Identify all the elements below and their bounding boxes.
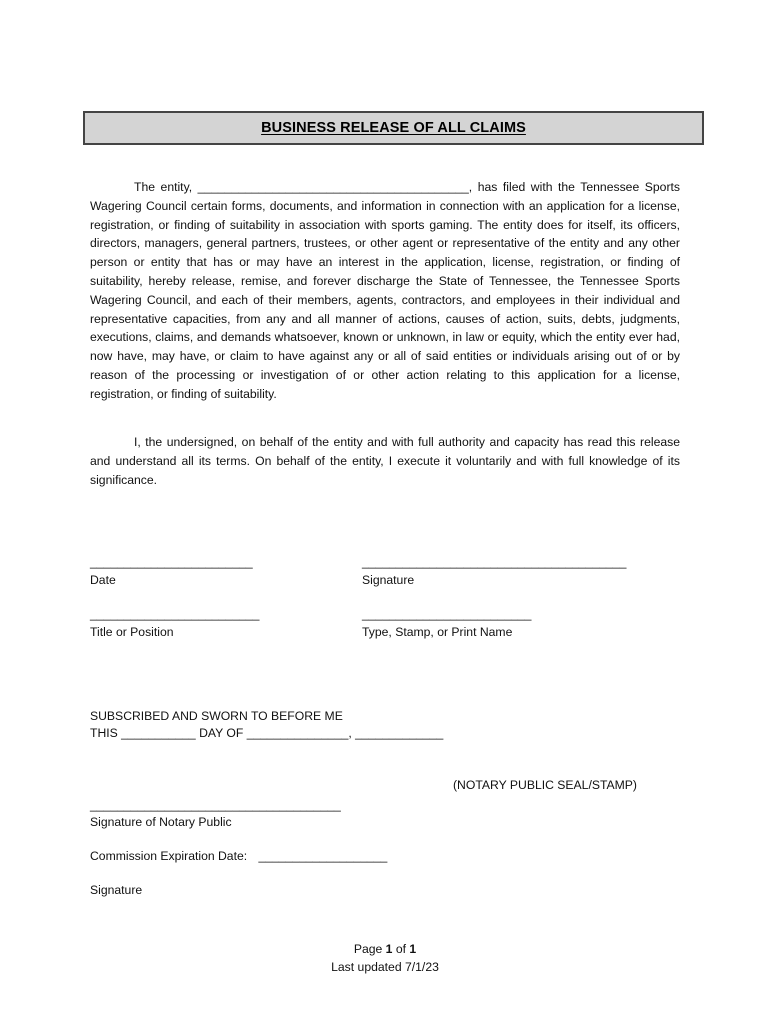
print-name-label: Type, Stamp, or Print Name xyxy=(362,625,513,639)
release-paragraph: The entity, ________________________________________, has filed with the Tennessee Sports Wagering Council certain forms, documents, and information in connection with an application for a license, registration, or finding of suitability in association with sports gaming. The entity does for itself, its officers, directors, managers, general partners, trustees, or other agent or representative of the entity and any other person or entity that has or may have an interest in the application, license, registration, or finding of suitability, hereby release, remise, and forever discharge the State of Tennessee, the Tennessee Sports Wagering Council, and each of their members, agents, contractors, and employees in their individual and representative capacities, from any and all manner of actions, causes of action, suits, debts, judgments, executions, claims, and demands whatsoever, known or unknown, in law or equity, which the entity ever had, now have, may have, or claim to have against any or all of said entities or individuals arising out of or by reason of the processing or investigation of or other action relating to this application for a license, registration, or finding of suitability. xyxy=(90,180,680,401)
document-title: BUSINESS RELEASE OF ALL CLAIMS xyxy=(261,120,526,136)
date-line: ________________________ xyxy=(90,555,253,569)
date-field[interactable] xyxy=(90,554,253,589)
title-position-label: Title or Position xyxy=(90,625,174,639)
notary-signature-label: Signature of Notary Public xyxy=(90,815,232,829)
commission-expiration-field[interactable] xyxy=(90,848,387,865)
title-position-field[interactable] xyxy=(90,606,259,641)
commission-expiration-line: ___________________ xyxy=(258,849,388,863)
acknowledgement-paragraph: I, the undersigned, on behalf of the entity and with full authority and capacity has read this release and understand all its terms. On behalf of the entity, I execute it voluntarily and with full knowledge of its significance. xyxy=(90,435,680,487)
print-name-field[interactable] xyxy=(362,606,531,641)
signature-label: Signature xyxy=(362,573,415,587)
title-position-line: _________________________ xyxy=(90,607,260,621)
page-footer xyxy=(0,940,770,976)
signature-line: _______________________________________ xyxy=(362,555,627,569)
sworn-line-1: SUBSCRIBED AND SWORN TO BEFORE ME xyxy=(90,709,343,723)
notary-seal-label: (NOTARY PUBLIC SEAL/STAMP) xyxy=(453,778,637,792)
sworn-statement xyxy=(90,708,443,742)
signature-field[interactable] xyxy=(362,554,626,589)
sworn-line-2[interactable]: THIS ___________ DAY OF _______________, _____________ xyxy=(90,726,444,740)
commission-expiration-label: Commission Expiration Date: xyxy=(90,849,248,863)
date-label: Date xyxy=(90,573,116,587)
notary-signature-line: _____________________________________ xyxy=(90,798,341,812)
notary-signature-field[interactable] xyxy=(90,797,341,831)
final-signature-label: Signature xyxy=(90,883,143,897)
page-number: Page 1 of 1 xyxy=(353,942,417,956)
last-updated: Last updated 7/1/23 xyxy=(331,960,439,974)
print-name-line: _________________________ xyxy=(362,607,532,621)
title-banner xyxy=(83,111,704,145)
